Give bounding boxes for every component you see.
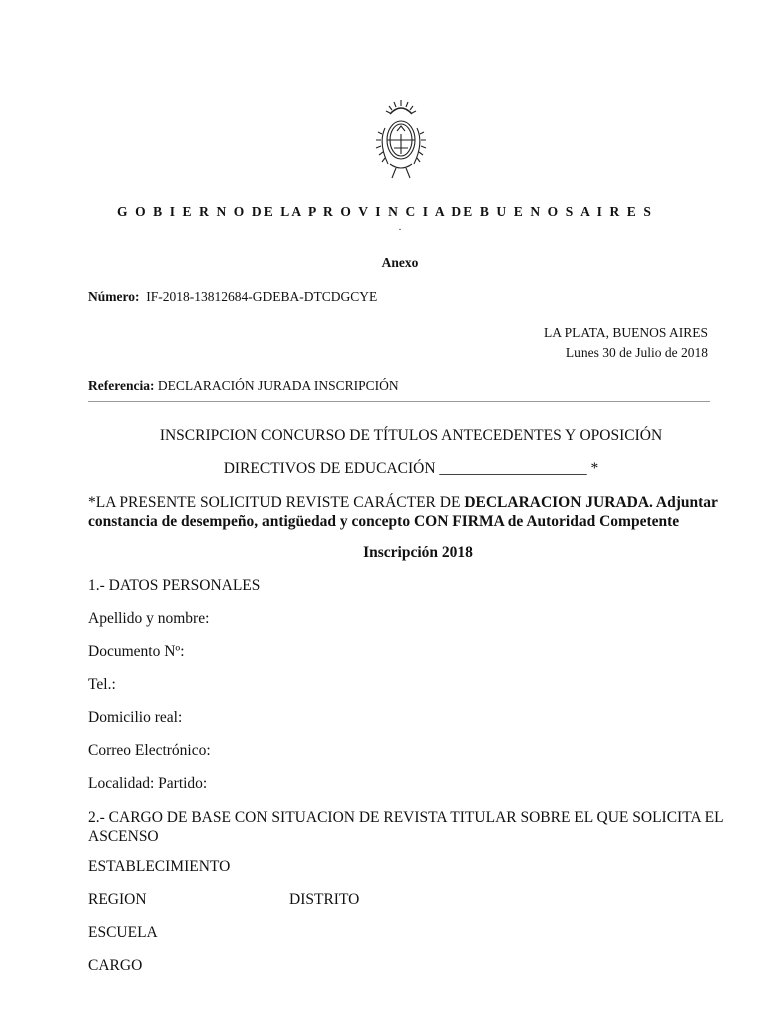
notice-text-2: . Adjuntar constancia de desempeño, antigüedad y concepto CON FIRMA de Autoridad Competente [88,494,718,530]
field-correo: Correo Electrónico: [88,742,211,759]
referencia-label: Referencia: [88,378,155,393]
annex-title: Anexo [381,255,419,270]
date: Lunes 30 de Julio de 2018 [565,345,708,360]
field-domicilio: Domicilio real: [88,709,183,726]
header-dot: . [398,222,402,233]
field-documento: Documento Nº: [88,643,185,660]
referencia-value: DECLARACIÓN JURADA INSCRIPCIÓN [157,378,399,393]
field-cargo: CARGO [88,957,143,974]
place: LA PLATA, BUENOS AIRES [544,325,708,340]
field-escuela: ESCUELA [88,924,158,941]
numero-value: IF-2018-13812684-GDEBA-DTCDGCYE [146,289,378,304]
field-establecimiento: ESTABLECIMIENTO [88,858,231,875]
section-personal-data: 1.- DATOS PERSONALES [88,577,261,594]
notice-bold: DECLARACION JURADA [464,494,650,511]
directivos-line: DIRECTIVOS DE EDUCACIÓN ___________________ * [223,460,599,477]
field-localidad: Localidad: Partido: [88,775,208,792]
document-number [88,289,377,305]
coat-of-arms-icon [368,98,434,182]
divider [88,401,710,402]
section-base-position: 2.- CARGO DE BASE CON SITUACION DE REVISTA TITULAR SOBRE EL QUE SOLICITA EL ASCENSO [88,809,724,845]
notice-text-1: *LA PRESENTE SOLICITUD REVISTE CARÁCTER DE [88,494,465,511]
government-header: G O B I E R N O DE LA P R O V I N C I A DE B U E N O S A I R E S [117,204,653,219]
field-region: REGION [88,891,147,908]
field-apellido-nombre: Apellido y nombre: [88,610,210,627]
numero-label: Número: [88,289,140,304]
reference [88,378,399,394]
inscription-year: Inscripción 2018 [363,544,473,561]
field-distrito: DISTRITO [289,891,360,908]
field-telefono: Tel.: [88,676,116,693]
contest-title: INSCRIPCION CONCURSO DE TÍTULOS ANTECEDENTES Y OPOSICIÓN [159,427,663,444]
sworn-declaration-notice [88,493,738,531]
